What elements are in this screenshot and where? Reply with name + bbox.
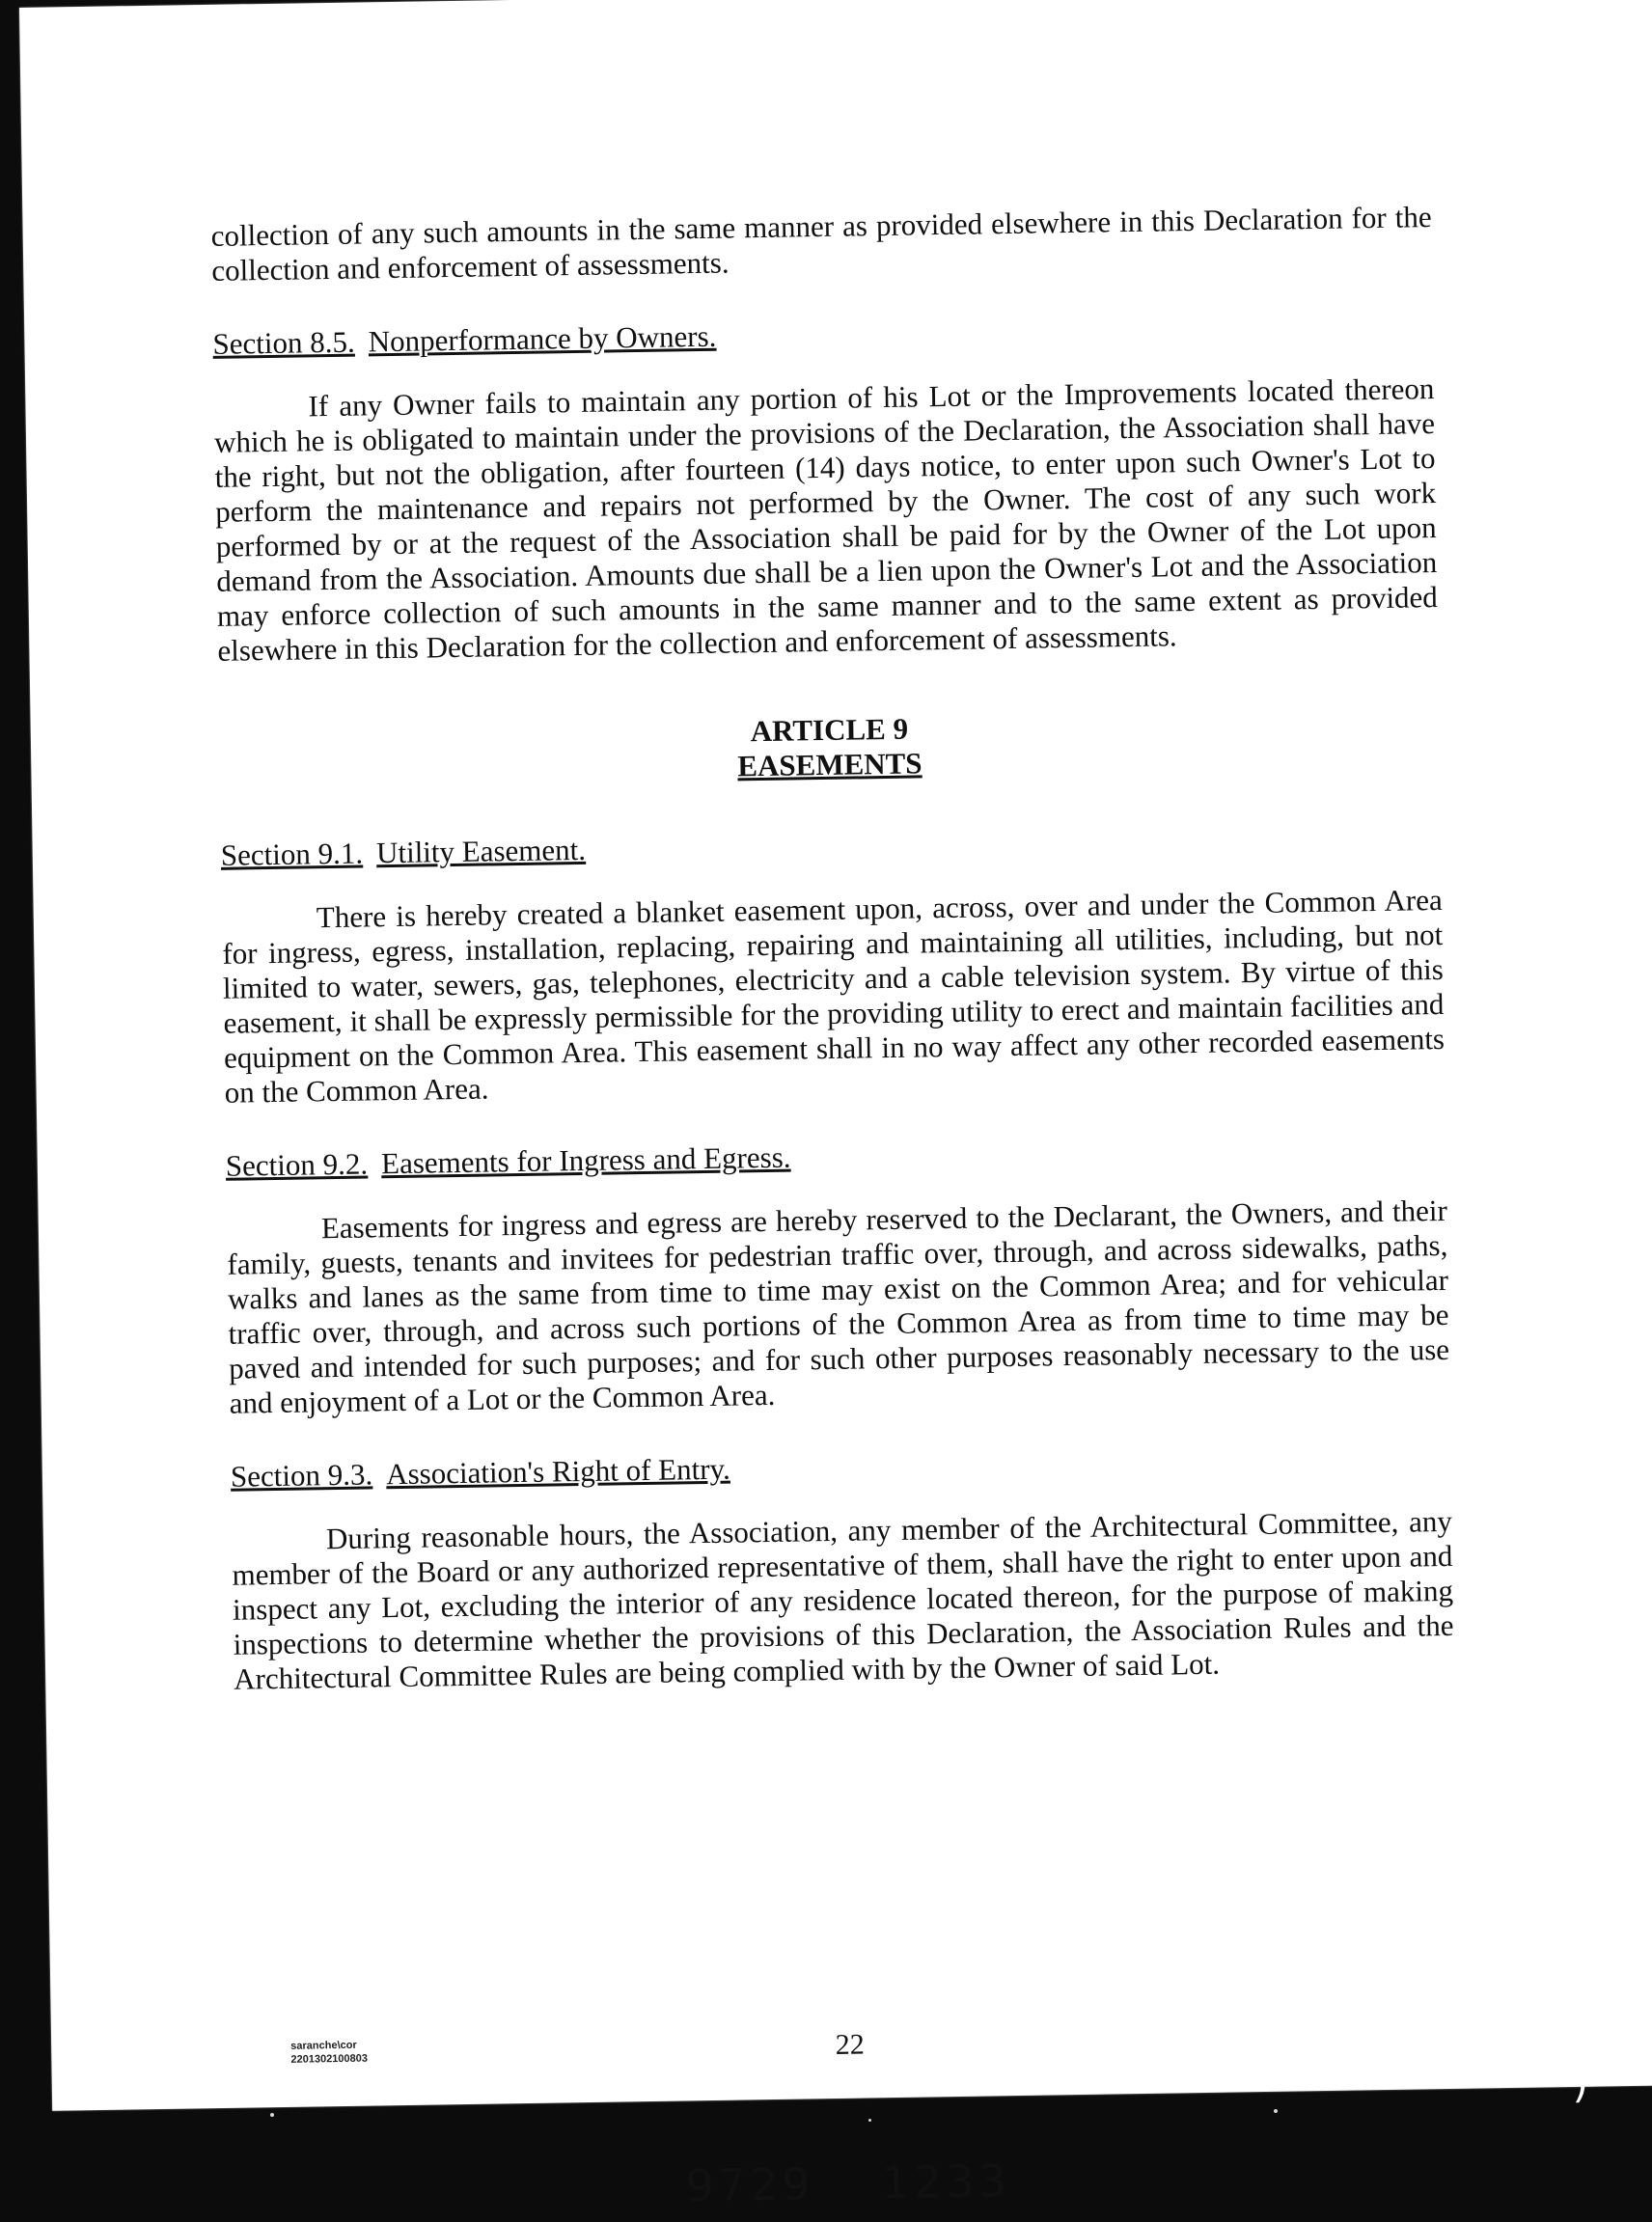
section-heading-9-3 xyxy=(231,1440,1451,1495)
scan-speck xyxy=(868,2119,871,2122)
section-number: Section 9.3. xyxy=(230,1457,373,1494)
file-reference-line: 2201302100803 xyxy=(290,2052,369,2066)
section-9-2-body: Easements for ingress and egress are hereby reserved to the Declarant, the Owners, and their family, guests, tenants and invitees for pedestrian traffic over, through, and across sidewalks, paths, walks and lanes as the same from time to time may exist on the Common Area; and for vehicular traffic over, through, and across such portions of the Common Area as from time to time may be paved and intended for such purposes; and for such other purposes reasonably necessary to the use and enjoyment of a Lot or the Common Area. xyxy=(227,1193,1450,1420)
recording-stamp xyxy=(685,2154,1011,2212)
section-9-3-body: During reasonable hours, the Association, any member of the Architectural Committee, any member of the Board or any authorized representative of them, shall have the right to enter upon and inspect any Lot, excluding the interior of any residence located thereon, for the purpose of making inspections to determine whether the provisions of this Declaration, the Association Rules and the Architectural Committee Rules are being complied with by the Owner of said Lot. xyxy=(232,1503,1454,1696)
article-heading xyxy=(219,703,1441,792)
section-number: Section 8.5. xyxy=(212,324,356,361)
section-title: Easements for Ingress and Egress. xyxy=(380,1139,791,1181)
document-page xyxy=(19,0,1652,2212)
page-number: 22 xyxy=(835,2028,866,2061)
section-9-1-body: There is hereby created a blanket easement upon, across, over and under the Common Area for ingress, egress, installation, replacing, repairing and maintaining all utilities, including, but not limited to water, sewers, gas, telephones, electricity and a cable television system. By virtue of this easement, it shall be expressly permissible for the providing utility to erect and maintain facilities and equipment on the Common Area. This easement shall in no way affect any other recorded easements on the Common Area. xyxy=(222,882,1446,1110)
file-reference-line: saranche\cor xyxy=(290,2039,357,2052)
section-title: Nonperformance by Owners. xyxy=(368,318,717,359)
recording-page: 1233 xyxy=(881,2154,1011,2209)
section-heading-8-5 xyxy=(212,308,1433,362)
continued-paragraph: collection of any such amounts in the same manner as provided elsewhere in this Declaration for the collection and enforcement of assessments. xyxy=(210,200,1432,288)
scan-artifact-mark: ) xyxy=(1572,2060,1588,2107)
scan-speck xyxy=(270,2113,274,2117)
section-heading-9-1 xyxy=(221,819,1442,873)
section-8-5-body: If any Owner fails to maintain any portion of his Lot or the Improvements located thereon which he is obligated to maintain under the provisions of the Declaration, the Association shall have the right, but not the obligation, after fourteen (14) days notice, to enter upon such Owner's Lot to perform the maintenance and repairs not performed by the Owner. The cost of any such work performed by or at the request of the Association shall be paid for by the Owner of the Lot upon demand from the Association. Amounts due shall be a lien upon the Owner's Lot and the Association may enforce collection of such amounts in the same manner and to the same extent as provided elsewhere in this Declaration for the collection and enforcement of assessments. xyxy=(213,371,1439,668)
section-title: Association's Right of Entry. xyxy=(385,1451,731,1492)
section-title: Utility Easement. xyxy=(375,832,587,870)
recording-book: 9729 xyxy=(685,2157,815,2212)
page-body xyxy=(210,200,1454,2212)
scan-speck xyxy=(1274,2109,1278,2113)
article-number: ARTICLE 9 xyxy=(750,711,909,749)
article-title: EASEMENTS xyxy=(737,746,922,783)
section-number: Section 9.1. xyxy=(220,836,364,872)
section-number: Section 9.2. xyxy=(225,1146,369,1183)
section-heading-9-2 xyxy=(226,1130,1446,1184)
